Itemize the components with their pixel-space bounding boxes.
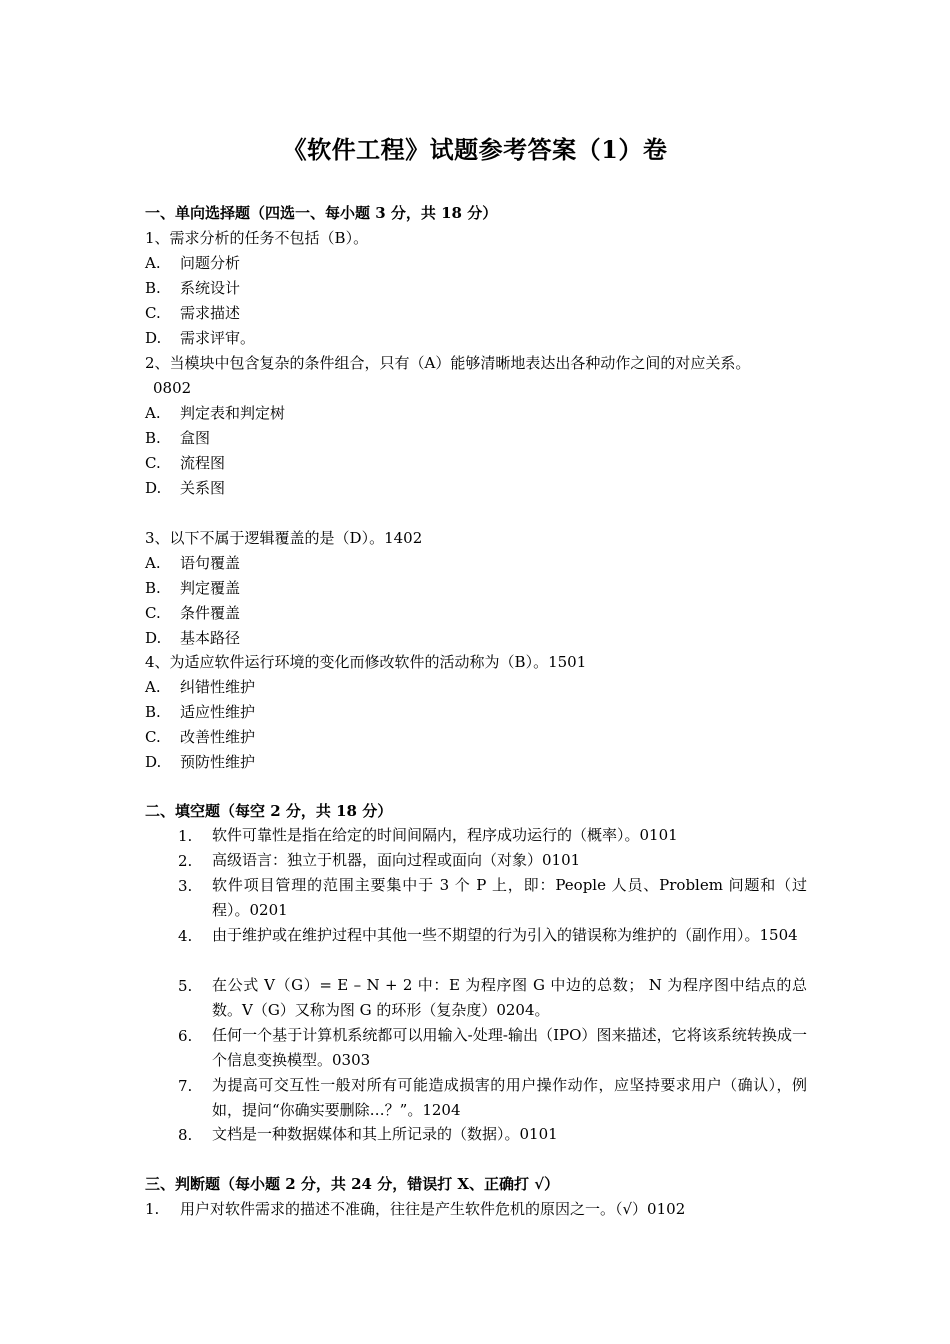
fill-item-5-text: 在公式 V（G）= E – N + 2 中：E 为程序图 G 中边的总数； N 为程序图中结点的总数。V（G）又称为图 G 的环形（复杂度）0204。 <box>212 976 807 1019</box>
fill-item-7-text: 为提高可交互性一般对所有可能造成损害的用户操作动作，应坚持要求用户（确认），例如，提问“你确实要删除…？”。1204 <box>212 1076 807 1119</box>
question-3-option-d: D. 基本路径 <box>145 629 241 647</box>
question-3-option-a: A. 语句覆盖 <box>145 554 241 572</box>
fill-item-6-text: 任何一个基于计算机系统都可以用输入-处理-输出（IPO）图来描述，它将该系统转换成一个信息变换模型。0303 <box>212 1026 807 1069</box>
fill-item-4-text: 由于维护或在维护过程中其他一些不期望的行为引入的错误称为维护的（副作用）。1504 <box>212 926 798 944</box>
question-4-option-b: B. 适应性维护 <box>145 703 256 721</box>
question-4-option-d: D. 预防性维护 <box>145 753 256 771</box>
section2-heading: 二、填空题（每空 2 分，共 18 分） <box>145 802 393 820</box>
fill-item-8-number: 8. <box>178 1126 193 1144</box>
question-1-stem: 1、需求分析的任务不包括（B）。 <box>145 229 369 247</box>
question-3-stem: 3、以下不属于逻辑覆盖的是（D）。1402 <box>145 529 423 547</box>
question-2-option-a: A. 判定表和判定树 <box>145 404 286 422</box>
question-2-option-b: B. 盒图 <box>145 429 211 447</box>
question-1-option-d: D. 需求评审。 <box>145 329 256 347</box>
fill-item-4-number: 4. <box>178 927 193 945</box>
fill-item-8-text: 文档是一种数据媒体和其上所记录的（数据）。0101 <box>212 1125 558 1143</box>
fill-item-6-number: 6. <box>178 1027 193 1045</box>
question-3-option-c: C. 条件覆盖 <box>145 604 241 622</box>
fill-item-5-number: 5. <box>178 977 193 995</box>
judge-item-1: 1. 用户对软件需求的描述不准确，往往是产生软件危机的原因之一。（√）0102 <box>145 1200 686 1218</box>
fill-item-3-text: 软件项目管理的范围主要集中于 3 个 P 上，即：People 人员、Problem 问题和（过程）。0201 <box>212 876 807 919</box>
question-4-stem: 4、为适应软件运行环境的变化而修改软件的活动称为（B）。1501 <box>145 653 587 671</box>
question-2-stem-continuation: 0802 <box>153 379 192 397</box>
question-2-option-c: C. 流程图 <box>145 454 226 472</box>
section3-heading: 三、判断题（每小题 2 分，共 24 分，错误打 X、正确打 √） <box>145 1175 560 1193</box>
fill-item-3-number: 3. <box>178 877 193 895</box>
question-2-stem: 2、当模块中包含复杂的条件组合，只有（A）能够清晰地表达出各种动作之间的对应关系。 <box>145 354 751 372</box>
fill-item-1-text: 软件可靠性是指在给定的时间间隔内，程序成功运行的（概率）。0101 <box>212 826 678 844</box>
fill-item-2-text: 高级语言：独立于机器，面向过程或面向（对象）0101 <box>212 851 581 869</box>
fill-item-1-number: 1. <box>178 827 193 845</box>
question-1-option-a: A. 问题分析 <box>145 254 241 272</box>
fill-item-2-number: 2. <box>178 852 193 870</box>
question-4-option-c: C. 改善性维护 <box>145 728 256 746</box>
question-1-option-b: B. 系统设计 <box>145 279 241 297</box>
question-2-option-d: D. 关系图 <box>145 479 226 497</box>
question-3-option-b: B. 判定覆盖 <box>145 579 241 597</box>
question-4-option-a: A. 纠错性维护 <box>145 678 256 696</box>
section1-heading: 一、单向选择题（四选一、每小题 3 分，共 18 分） <box>145 204 498 222</box>
document-title: 《软件工程》试题参考答案（1）卷 <box>282 135 668 164</box>
fill-item-7-number: 7. <box>178 1077 193 1095</box>
question-1-option-c: C. 需求描述 <box>145 304 241 322</box>
